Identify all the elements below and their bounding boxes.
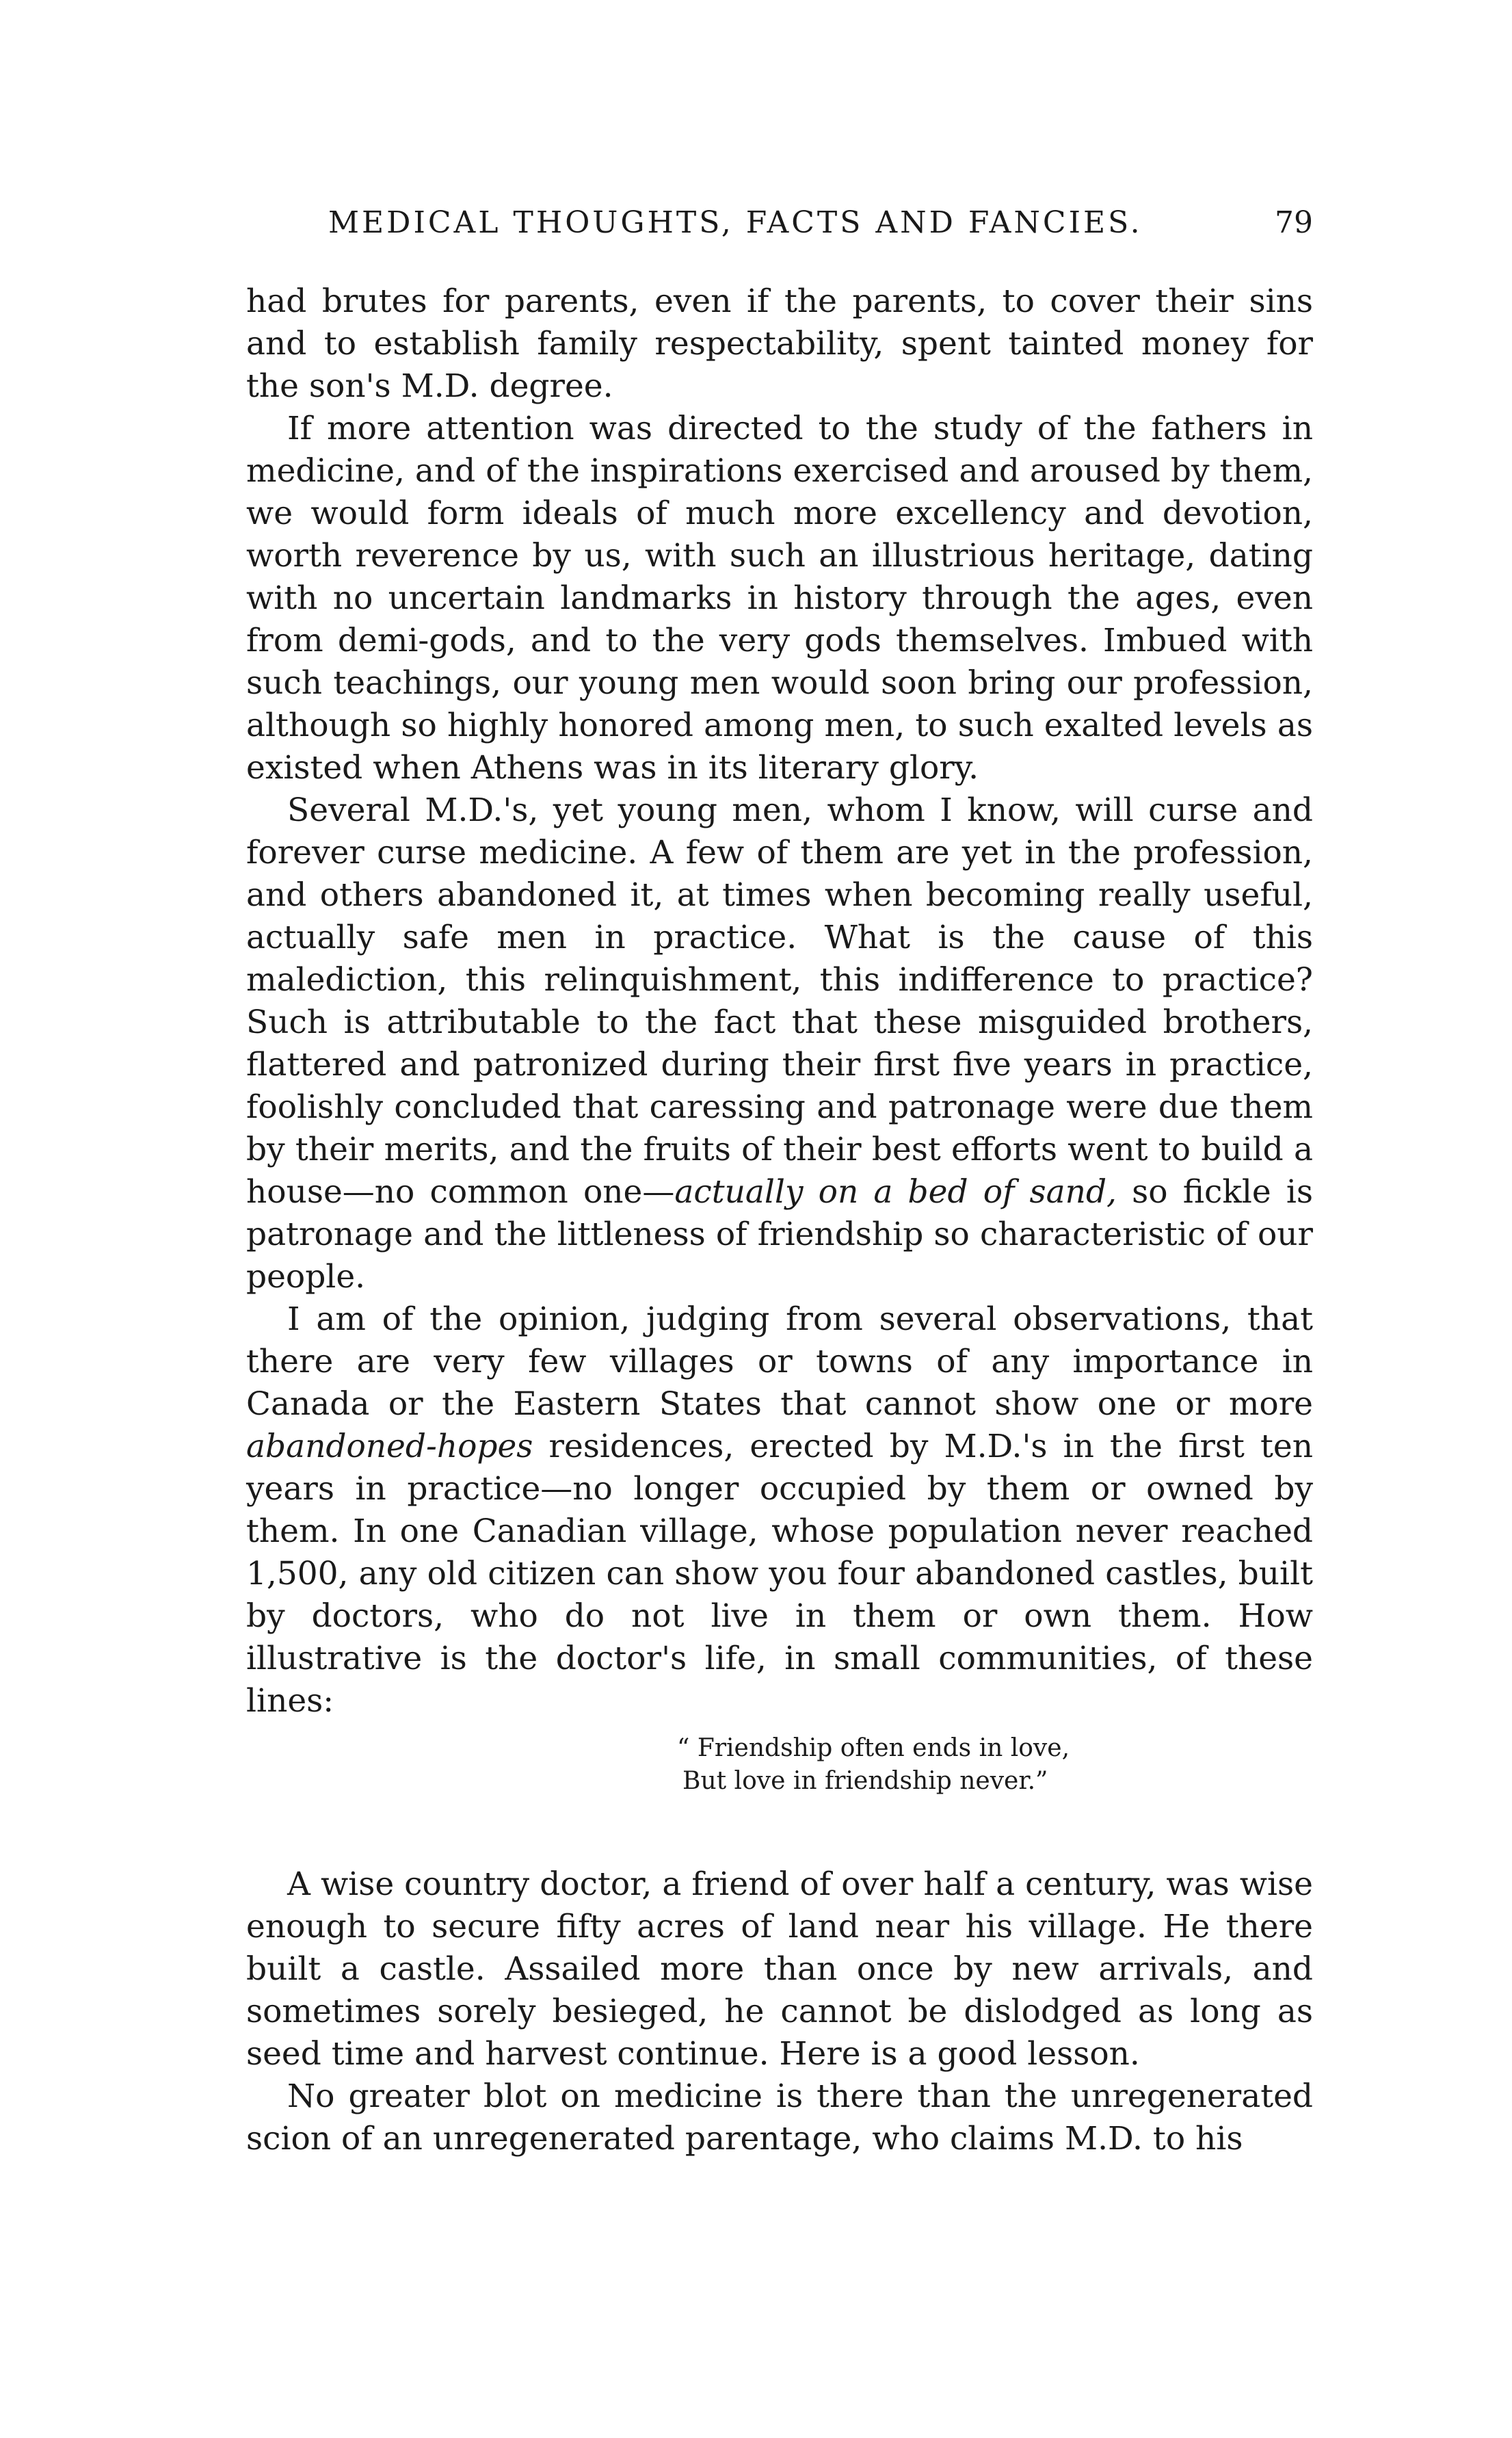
paragraph-3-italic: actually on a bed of sand, xyxy=(674,1173,1117,1211)
running-title: MEDICAL THOUGHTS, FACTS AND FANCIES. xyxy=(328,205,1143,240)
paragraph-4-tail: residences, erected by M.D.'s in the first ten years in practice—no longer occupied by them or owned by them. In one Canadian village, whose population never reached 1,500, any old citizen can show you four abandoned castles, built by doctors, who do not live in them or own them. How illustrative is the doctor's life, in small communities, of these lines: xyxy=(246,1428,1313,1720)
page-header xyxy=(246,205,1313,253)
quote-line-1: “ Friendship often ends in love, xyxy=(677,1734,1070,1762)
paragraph-2: If more attention was directed to the study of the fathers in medicine, and of the inspirations exercised and aroused by them, we would form ideals of much more excellency and devotion, worth reverence by us, with such an illustrious heritage, dating with no uncertain landmarks in history through the ages, even from demi-gods, and to the very gods themselves. Imbued with such teachings, our young men would soon bring our profession, although so highly honored among men, to such exalted levels as existed when Athens was in its literary glory. xyxy=(246,410,1313,787)
paragraph-3 xyxy=(246,789,1313,1298)
verse-quote xyxy=(246,1732,1313,1798)
paragraph-5: A wise country doctor, a friend of over half a century, was wise enough to secure fifty acres of land near his village. He there built a castle. Assailed more than once by new arrivals, and sometimes sorely besieged, he cannot be dislodged as long as seed time and harvest continue. Here is a good lesson. xyxy=(246,1865,1313,2073)
paragraph-1: had brutes for parents, even if the parents, to cover their sins and to establish family respectability, spent tainted money for the son's M.D. degree. xyxy=(246,283,1313,405)
paragraph-4-italic: abandoned-hopes xyxy=(246,1428,533,1465)
paragraph-3-tail: so fickle is patronage and the littleness of friendship so characteristic of our people. xyxy=(246,1173,1314,1296)
paragraph-6: No greater blot on medicine is there than the unregenerated scion of an unregenerated parentage, who claims M.D. to his xyxy=(246,2077,1313,2158)
paragraph-3-text: Several M.D.'s, yet young men, whom I know, will curse and forever curse medicine. A few of them are yet in the profession, and others abandoned it, at times when becoming really useful, actually safe men in practice. What is the cause of this malediction, this relinquishment, this indifference to practice? Such is attributable to the fact that these misguided brothers, flattered and patronized during their first five years in practice, foolishly concluded that caressing and patronage were due them by their merits, and the fruits of their best efforts went to build a house—no common one— xyxy=(246,791,1313,1211)
paragraph-4 xyxy=(246,1298,1313,1722)
paragraph-4-text: I am of the opinion, judging from several observations, that there are very few villages or towns of any importance in Canada or the Eastern States that cannot show one or more xyxy=(246,1300,1313,1423)
page-number: 79 xyxy=(1275,205,1313,240)
page-body xyxy=(246,280,1313,2160)
quote-line-2: But love in friendship never.” xyxy=(682,1767,1048,1795)
